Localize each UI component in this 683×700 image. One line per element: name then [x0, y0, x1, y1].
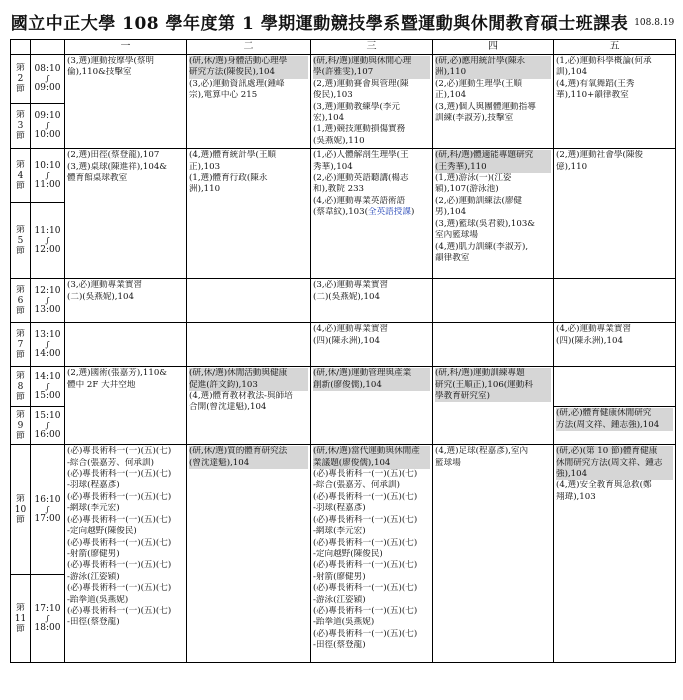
course-cell: (研,休/選)運動管理與產業 創新(廖俊儒),104	[311, 367, 433, 445]
corner-cell	[31, 40, 65, 55]
table-row	[11, 445, 676, 575]
day-header: 三	[311, 40, 433, 55]
course-cell: (1,必)運動科學概論(何承 訓),104 (4,選)有氧舞蹈(王秀 華),110+韻律教室	[554, 55, 676, 149]
course-cell: (研,科/選)運動與休閒心理 學(許雅雯),107 (2,選)運動賽會與管理(陳 俊民),103 (3,選)運動教練學(李元 宏),104 (1,選)競技運動損傷實務 (吳燕妮),110	[311, 55, 433, 149]
course-cell: (4,必)運動專業實習 (四)(陳永洲),104	[311, 323, 433, 367]
course-cell: (研,必)(第 10 節)體育健康 休閒研究方法(周文祥、鍾志 強),104 (4,選)安全教育與急救(鄭 翔瑋),103	[554, 445, 676, 663]
period-label: 第 6 節	[11, 279, 31, 323]
table-row	[11, 367, 676, 407]
time-slot: 16:10 ∫ 17:00	[31, 445, 65, 575]
time-slot: 15:10 ∫ 16:00	[31, 407, 65, 445]
time-slot: 10:10 ∫ 11:00	[31, 149, 65, 203]
period-label: 第 4 節	[11, 149, 31, 203]
page-title: 國立中正大學 108 學年度第 1 學期運動競技學系暨運動與休閒教育碩士班課表	[10, 13, 629, 34]
table-row	[11, 55, 676, 104]
course-cell: (1,必)人體解剖生理學(王 秀華),104 (2,必)運動英語聽講(楊志 和),教院 233 (4,必)運動專業英語術語 (蔡韋紋),103(全英語授課)	[311, 149, 433, 279]
period-label: 第 8 節	[11, 367, 31, 407]
date-label: 108.8.19	[634, 18, 675, 28]
empty-cell	[433, 279, 554, 323]
empty-cell	[554, 367, 676, 407]
course-cell: (研,休/選)當代運動與休閒產 業議題(廖俊儒),104 (必)專長術科一(一)(五)(七) -綜合(張嘉芳、何承訓) (必)專長術科一(一)(五)(七) -羽球(程嘉彥) (必)專長術科一(一)(五)(七) -網球(李元宏) (必)專長術科一(一)(五)(七) -定向越野(陳俊民) (必)專長術科一(一)(五)(七) -射箭(廖健男) (必)專長術科一(一)(五)(七) -游泳(江姿穎) (必)專長術科一(一)(五)(七) -跆拳道(吳燕妮) (必)專長術科一(一)(五)(七) -田徑(蔡登龍)	[311, 445, 433, 663]
empty-cell	[187, 323, 311, 367]
empty-cell	[65, 323, 187, 367]
day-header: 一	[65, 40, 187, 55]
course-cell: (研,科/選)運動訓練專題 研究(王順正),106(運動科 學教育研究室)	[433, 367, 554, 445]
header-row	[11, 40, 676, 55]
course-cell: (4,必)運動專業實習 (四)(陳永洲),104	[554, 323, 676, 367]
course-cell: (3,必)運動專業實習 (二)(吳燕妮),104	[311, 279, 433, 323]
period-label: 第 7 節	[11, 323, 31, 367]
table-row	[11, 149, 676, 203]
period-label: 第 5 節	[11, 203, 31, 279]
day-header: 五	[554, 40, 676, 55]
period-label: 第 3 節	[11, 104, 31, 149]
time-slot: 09:10 ∫ 10:00	[31, 104, 65, 149]
time-slot: 13:10 ∫ 14:00	[31, 323, 65, 367]
course-cell: (2,選)田徑(蔡登龍),107 (3,選)桌球(陳進祥),104& 體育館桌球教室	[65, 149, 187, 279]
english-taught-note: 全英語授課	[367, 207, 411, 218]
empty-cell	[187, 279, 311, 323]
day-header: 二	[187, 40, 311, 55]
course-cell: (必)專長術科一(一)(五)(七) -綜合(張嘉芳、何承訓) (必)專長術科一(一)(五)(七) -羽球(程嘉彥) (必)專長術科一(一)(五)(七) -網球(李元宏) (必)專長術科一(一)(五)(七) -定向越野(陳俊民) (必)專長術科一(一)(五)(七) -射箭(廖健男) (必)專長術科一(一)(五)(七) -游泳(江姿穎) (必)專長術科一(一)(五)(七) -跆拳道(吳燕妮) (必)專長術科一(一)(五)(七) -田徑(蔡登龍)	[65, 445, 187, 663]
course-cell: (2,選)運動社會學(陳俊 億),110	[554, 149, 676, 279]
title-bar	[10, 6, 675, 36]
time-slot: 14:10 ∫ 15:00	[31, 367, 65, 407]
course-cell: (研,休/選)身體活動心理學 研究方法(陳俊民),104 (3,必)運動資訊處理(鍾峰 宗),電算中心 215	[187, 55, 311, 149]
course-cell: (研,必)體育健康休閒研究 方法(周文祥、鍾志強),104	[554, 407, 676, 445]
course-cell: (4,選)足球(程嘉彥),室內 籃球場	[433, 445, 554, 663]
time-slot: 12:10 ∫ 13:00	[31, 279, 65, 323]
course-cell: (研,休/選)質的體育研究法 (曾沈達魁),104	[187, 445, 311, 663]
time-slot: 11:10 ∫ 12:00	[31, 203, 65, 279]
course-cell: (研,科/選)體適能專題研究 (王秀華),110 (1,選)游泳(一)(江姿 穎),107(游泳池) (2,必)運動訓練法(廖健 男),104 (3,選)籃球(吳君毅),103& 室內籃球場 (4,選)肌力訓練(李淑芳), 韻律教室	[433, 149, 554, 279]
time-slot: 17:10 ∫ 18:00	[31, 575, 65, 663]
course-cell: (4,選)體育統計學(王順 正),103 (1,選)體育行政(陳永 洲),110	[187, 149, 311, 279]
table-row	[11, 323, 676, 367]
period-label: 第 10 節	[11, 445, 31, 575]
empty-cell	[433, 323, 554, 367]
period-label: 第 11 節	[11, 575, 31, 663]
course-cell: (研,休/選)休閒活動與健康 促進(許文鈞),103 (4,選)體育教材教法-與師培 合開(曾沈達魁),104	[187, 367, 311, 445]
course-cell: (3,選)運動按摩學(蔡明 倫),110&技擊室	[65, 55, 187, 149]
course-cell: (3,必)運動專業實習 (二)(吳燕妮),104	[65, 279, 187, 323]
empty-cell	[554, 279, 676, 323]
schedule-table	[10, 39, 676, 663]
course-cell: (研,必)應用統計學(陳永 洲),110 (2,必)運動生理學(王順 正),104 (3,選)個人與團體運動指導 訓練(李淑芳),技擊室	[433, 55, 554, 149]
period-label: 第 2 節	[11, 55, 31, 104]
table-row	[11, 279, 676, 323]
corner-cell	[11, 40, 31, 55]
period-label: 第 9 節	[11, 407, 31, 445]
day-header: 四	[433, 40, 554, 55]
time-slot: 08:10 ∫ 09:00	[31, 55, 65, 104]
course-cell: (2,選)國術(張嘉芳),110& 體中 2F 大井空地	[65, 367, 187, 445]
